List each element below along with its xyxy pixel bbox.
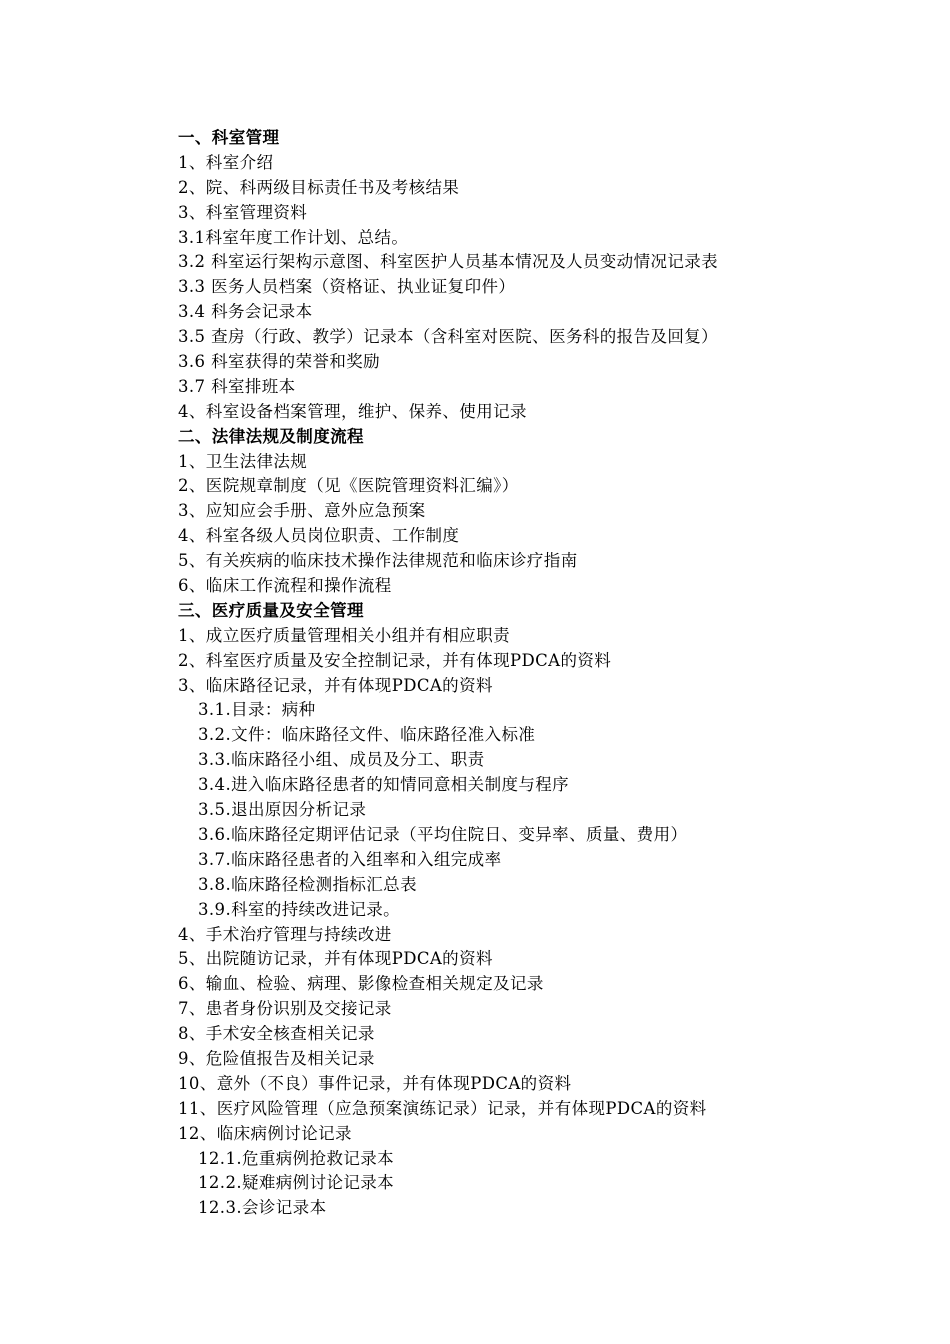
list-item: 3.7 科室排班本	[178, 376, 296, 396]
section-heading: 二、法律法规及制度流程	[178, 426, 364, 446]
sub-list-item: 12.2.疑难病例讨论记录本	[198, 1173, 395, 1193]
list-item: 3.1科室年度工作计划、总结。	[178, 227, 409, 247]
section-heading: 一、科室管理	[178, 128, 280, 147]
sub-list-item: 3.6.临床路径定期评估记录（平均住院日、变异率、质量、费用）	[198, 824, 688, 844]
section-heading: 三、医疗质量及安全管理	[178, 600, 364, 620]
list-item: 2、医院规章制度（见《医院管理资料汇编》）	[178, 476, 519, 496]
sub-list-item: 3.5.退出原因分析记录	[198, 800, 367, 820]
sub-list-item: 3.1.目录：病种	[198, 700, 316, 720]
sub-list-item: 3.3.临床路径小组、成员及分工、职责	[198, 750, 485, 770]
list-item: 3.5 查房（行政、教学）记录本（含科室对医院、医务科的报告及回复）	[178, 327, 719, 347]
sub-list-item: 3.8.临床路径检测指标汇总表	[198, 874, 417, 894]
list-item: 2、科室医疗质量及安全控制记录，并有体现PDCA的资料	[178, 650, 612, 670]
sub-list-item: 3.9.科室的持续改进记录。	[198, 899, 401, 919]
list-item: 1、卫生法律法规	[178, 451, 308, 471]
list-item: 6、输血、检验、病理、影像检查相关规定及记录	[178, 974, 544, 994]
list-item: 10、意外（不良）事件记录，并有体现PDCA的资料	[178, 1073, 572, 1093]
list-item: 12、临床病例讨论记录	[178, 1123, 352, 1143]
sub-list-item: 12.1.危重病例抢救记录本	[198, 1148, 395, 1168]
list-item: 3、应知应会手册、意外应急预案	[178, 501, 426, 521]
list-item: 4、手术治疗管理与持续改进	[178, 924, 392, 944]
list-item: 1、成立医疗质量管理相关小组并有相应职责	[178, 625, 510, 645]
list-item: 3、科室管理资料	[178, 202, 308, 222]
sub-list-item: 3.7.临床路径患者的入组率和入组完成率	[198, 849, 502, 869]
list-item: 11、医疗风险管理（应急预案演练记录）记录，并有体现PDCA的资料	[178, 1098, 707, 1118]
list-item: 6、临床工作流程和操作流程	[178, 576, 392, 596]
list-item: 5、出院随访记录，并有体现PDCA的资料	[178, 949, 493, 969]
list-item: 2、院、科两级目标责任书及考核结果	[178, 177, 460, 197]
list-item: 9、危险值报告及相关记录	[178, 1048, 375, 1068]
list-item: 3.6 科室获得的荣誉和奖励	[178, 352, 381, 372]
list-item: 7、患者身份识别及交接记录	[178, 999, 392, 1019]
list-item: 3.3 医务人员档案（资格证、执业证复印件）	[178, 277, 516, 297]
list-item: 3.2 科室运行架构示意图、科室医护人员基本情况及人员变动情况记录表	[178, 252, 719, 272]
sub-list-item: 3.2.文件：临床路径文件、临床路径准入标准	[198, 725, 536, 745]
list-item: 5、有关疾病的临床技术操作法律规范和临床诊疗指南	[178, 551, 578, 571]
list-item: 3、临床路径记录，并有体现PDCA的资料	[178, 675, 493, 695]
list-item: 4、科室各级人员岗位职责、工作制度	[178, 526, 460, 546]
list-item: 3.4 科务会记录本	[178, 302, 313, 322]
document-body	[178, 126, 878, 1221]
sub-list-item: 12.3.会诊记录本	[198, 1198, 327, 1218]
list-item: 8、手术安全核查相关记录	[178, 1024, 375, 1044]
list-item: 4、科室设备档案管理，维护、保养、使用记录	[178, 401, 527, 421]
list-item: 1、科室介绍	[178, 152, 274, 172]
sub-list-item: 3.4.进入临床路径患者的知情同意相关制度与程序	[198, 775, 570, 795]
